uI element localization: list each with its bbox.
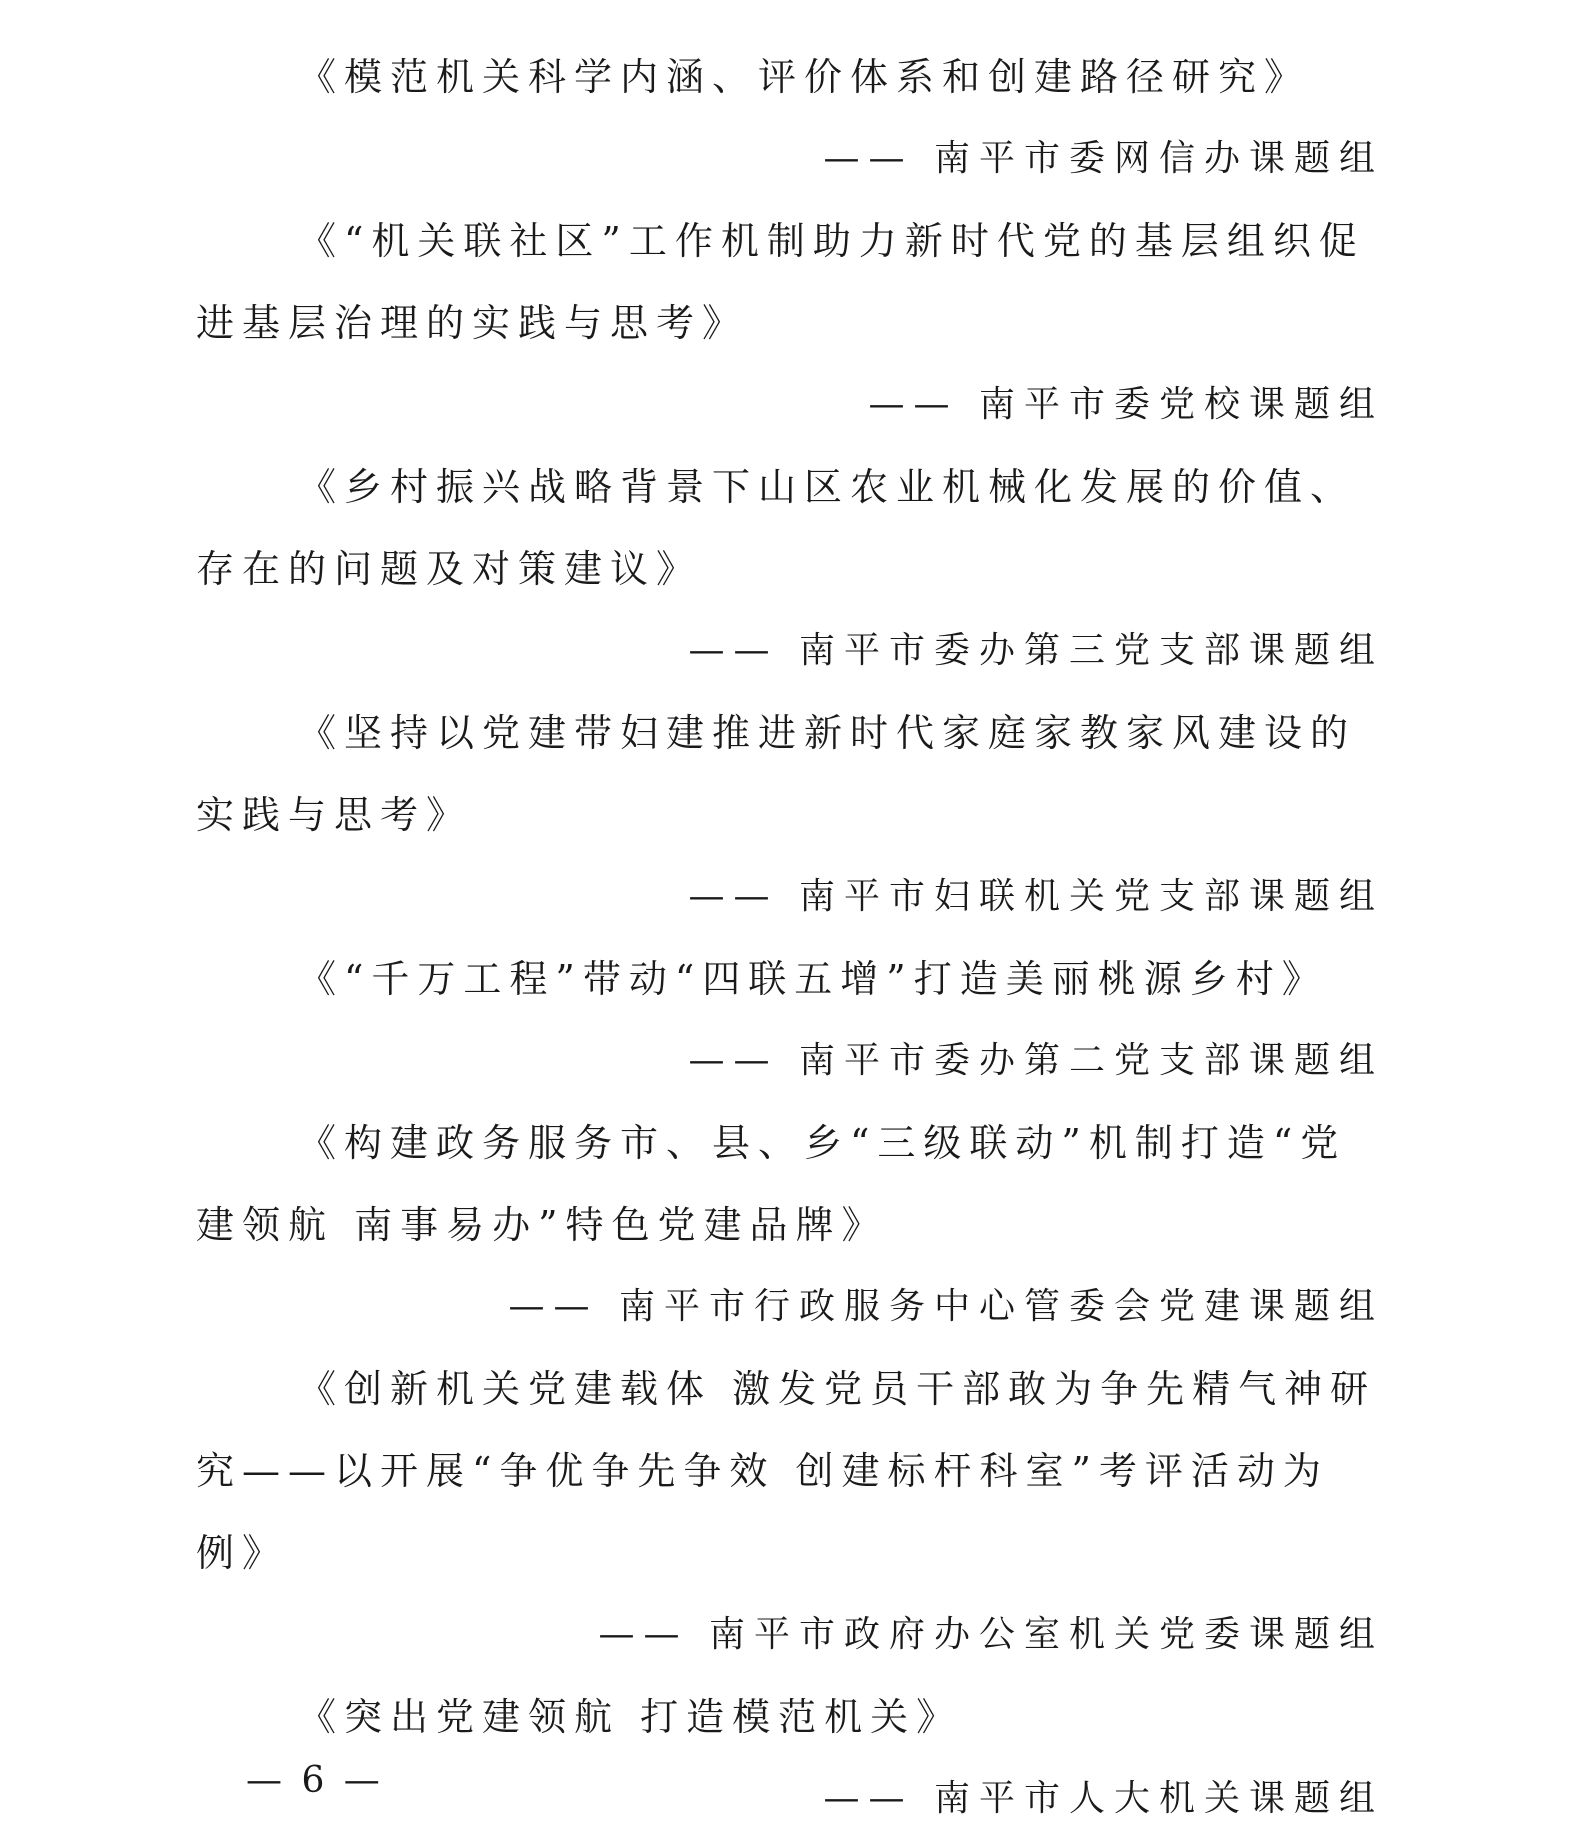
entry-title-7: 《创新机关党建载体 激发党员干部敢为争先精气神研究——以开展“争优争先争效 创建标杆科室”考评活动为例》 <box>196 1367 1377 1575</box>
entry-org-6: —— 南平市行政服务中心管委会党建课题组 <box>508 1286 1384 1327</box>
entry-title-1: 《模范机关科学内涵、评价体系和创建路径研究》 <box>298 55 1311 99</box>
entry-title-4: 《坚持以党建带妇建推进新时代家庭家教家风建设的实践与思考》 <box>196 711 1357 837</box>
entry-title-6: 《构建政务服务市、县、乡“三级联动”机制打造“党建领航 南事易办”特色党建品牌》 <box>196 1121 1347 1247</box>
entry-title-5: 《“千万工程”带动“四联五增”打造美丽桃源乡村》 <box>298 957 1328 1001</box>
entry-org-5: —— 南平市委办第二党支部课题组 <box>688 1040 1384 1081</box>
entry-title-3: 《乡村振兴战略背景下山区农业机械化发展的价值、存在的问题及对策建议》 <box>196 465 1357 591</box>
entry-org-3: —— 南平市委办第三党支部课题组 <box>688 630 1384 671</box>
page-number: — 6 — <box>246 1760 384 1801</box>
entry-title-2: 《“机关联社区”工作机制助力新时代党的基层组织促进基层治理的实践与思考》 <box>196 219 1365 345</box>
entry-org-1: —— 南平市委网信办课题组 <box>823 138 1384 179</box>
entry-title-8: 《突出党建领航 打造模范机关》 <box>298 1695 963 1739</box>
entry-org-7: —— 南平市政府办公室机关党委课题组 <box>598 1614 1384 1655</box>
entry-org-2: —— 南平市委党校课题组 <box>868 384 1384 425</box>
document-page <box>196 36 1388 1840</box>
entry-org-4: —— 南平市妇联机关党支部课题组 <box>688 876 1384 917</box>
entry-org-8: —— 南平市人大机关课题组 <box>823 1778 1384 1819</box>
